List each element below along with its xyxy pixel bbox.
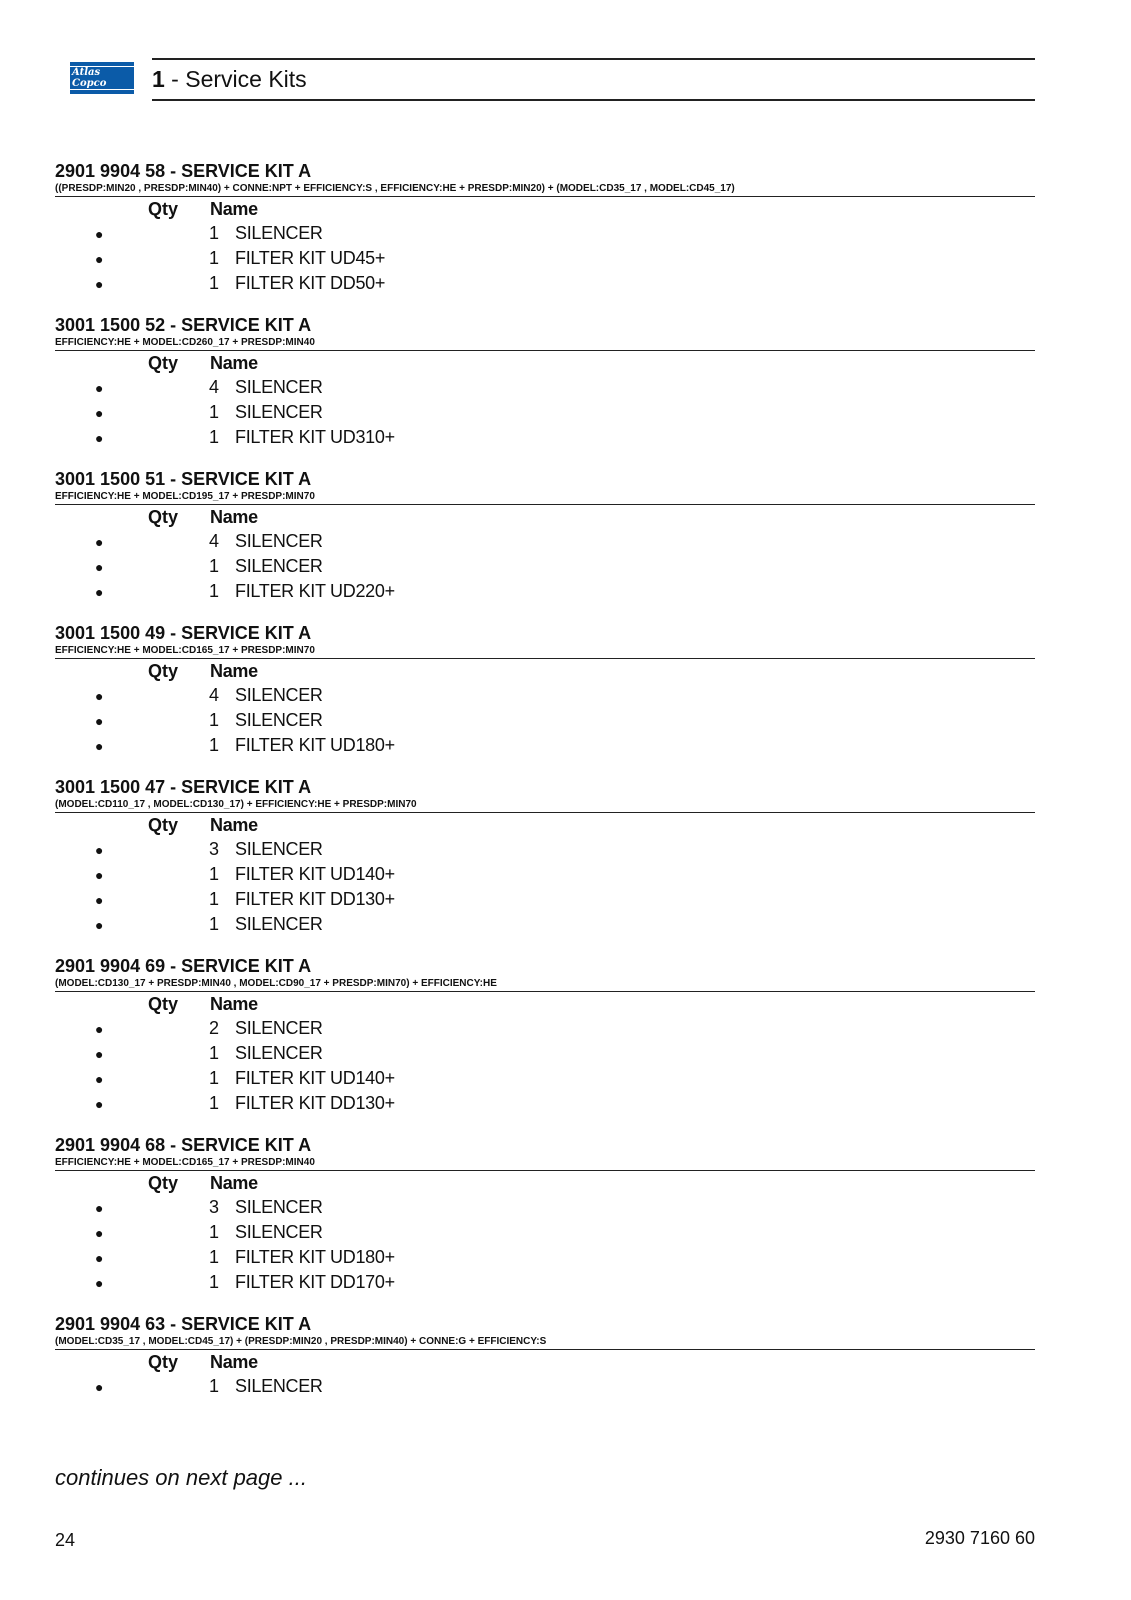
item-name: SILENCER [235,402,323,422]
kit-title: 2901 9904 63 - SERVICE KIT A [55,1314,312,1334]
kit-condition: EFFICIENCY:HE + MODEL:CD165_17 + PRESDP:MIN40 [55,1156,1035,1171]
bullet-icon: ● [95,866,104,883]
bullet-icon: ● [95,737,104,754]
item-qty: 1 [208,223,219,243]
name-header: Name [210,1172,258,1193]
item-qty: 2 [208,1018,219,1038]
kit-title: 3001 1500 52 - SERVICE KIT A [55,315,312,335]
item-name: FILTER KIT UD310+ [235,427,395,447]
item-qty: 1 [208,273,219,293]
section-title-text: - Service Kits [164,66,307,92]
bullet-icon: ● [95,1045,104,1062]
table-row [55,529,1035,554]
bullet-icon: ● [95,533,104,550]
item-name: FILTER KIT UD45+ [235,248,386,268]
bullet-icon: ● [95,841,104,858]
table-row [55,1041,1035,1066]
table-row [55,246,1035,271]
kit-condition: (MODEL:CD130_17 + PRESDP:MIN40 , MODEL:CD90_17 + PRESDP:MIN70) + EFFICIENCY:HE [55,977,1035,992]
table-row [55,221,1035,246]
bullet-icon: ● [95,1199,104,1216]
name-header: Name [210,352,258,373]
kit-condition: EFFICIENCY:HE + MODEL:CD260_17 + PRESDP:MIN40 [55,336,1035,351]
item-qty: 3 [208,839,219,859]
item-qty: 1 [208,889,219,909]
bullet-icon: ● [95,1224,104,1241]
table-header-row [55,351,1035,375]
item-qty: 1 [208,556,219,576]
item-name: FILTER KIT UD140+ [235,1068,395,1088]
item-qty: 3 [208,1197,219,1217]
kit-title: 3001 1500 47 - SERVICE KIT A [55,777,312,797]
item-name: FILTER KIT DD130+ [235,1093,395,1113]
item-name: SILENCER [235,710,323,730]
service-kit [55,314,1035,450]
table-header-row [55,1171,1035,1195]
bullet-icon: ● [95,1274,104,1291]
table-row [55,708,1035,733]
kit-title: 3001 1500 49 - SERVICE KIT A [55,623,312,643]
item-qty: 1 [208,735,219,755]
qty-header: Qty [148,1351,179,1372]
table-header-row [55,813,1035,837]
table-row [55,375,1035,400]
table-row [55,912,1035,937]
item-name: FILTER KIT DD130+ [235,889,395,909]
document-number: 2930 7160 60 [924,1528,1035,1548]
item-name: FILTER KIT UD180+ [235,1247,395,1267]
bullet-icon: ● [95,1020,104,1037]
item-name: FILTER KIT UD180+ [235,735,395,755]
item-name: SILENCER [235,1197,323,1217]
name-header: Name [210,1351,258,1372]
item-name: FILTER KIT DD50+ [235,273,386,293]
table-row [55,1016,1035,1041]
item-qty: 1 [208,710,219,730]
service-kit [55,776,1035,937]
table-header-row [55,197,1035,221]
item-qty: 1 [208,1376,219,1396]
header-rule-top [152,58,1035,60]
table-row [55,400,1035,425]
service-kit [55,1134,1035,1295]
table-row [55,887,1035,912]
name-header: Name [210,993,258,1014]
item-qty: 1 [208,864,219,884]
kit-title: 3001 1500 51 - SERVICE KIT A [55,469,312,489]
kit-condition: (MODEL:CD35_17 , MODEL:CD45_17) + (PRESDP:MIN20 , PRESDP:MIN40) + CONNE:G + EFFICIENCY:S [55,1335,1035,1350]
qty-header: Qty [148,352,179,373]
table-row [55,579,1035,604]
table-header-row [55,992,1035,1016]
name-header: Name [210,198,258,219]
item-qty: 1 [208,1093,219,1113]
qty-header: Qty [148,506,179,527]
item-qty: 1 [208,1043,219,1063]
bullet-icon: ● [95,275,104,292]
bullet-icon: ● [95,1095,104,1112]
bullet-icon: ● [95,250,104,267]
item-name: SILENCER [235,685,323,705]
bullet-icon: ● [95,429,104,446]
table-row [55,271,1035,296]
qty-header: Qty [148,198,179,219]
kit-title: 2901 9904 68 - SERVICE KIT A [55,1135,312,1155]
table-row [55,1195,1035,1220]
table-row [55,1270,1035,1295]
item-qty: 1 [208,581,219,601]
item-name: SILENCER [235,1376,323,1396]
table-row [55,425,1035,450]
item-name: SILENCER [235,914,323,934]
kit-condition: (MODEL:CD110_17 , MODEL:CD130_17) + EFFICIENCY:HE + PRESDP:MIN70 [55,798,1035,813]
table-row [55,683,1035,708]
item-qty: 1 [208,402,219,422]
item-qty: 4 [208,377,219,397]
table-row [55,733,1035,758]
item-name: SILENCER [235,531,323,551]
kit-condition: EFFICIENCY:HE + MODEL:CD195_17 + PRESDP:MIN70 [55,490,1035,505]
bullet-icon: ● [95,404,104,421]
item-name: SILENCER [235,1018,323,1038]
page-header [70,58,1035,102]
qty-header: Qty [148,814,179,835]
qty-header: Qty [148,1172,179,1193]
item-name: SILENCER [235,223,323,243]
continues-note: continues on next page ... [55,1465,307,1490]
page-number: 24 [55,1530,76,1550]
name-header: Name [210,814,258,835]
table-row [55,1374,1035,1399]
item-name: FILTER KIT UD220+ [235,581,395,601]
item-qty: 1 [208,1272,219,1292]
bullet-icon: ● [95,687,104,704]
item-name: SILENCER [235,556,323,576]
bullet-icon: ● [95,1249,104,1266]
table-row [55,862,1035,887]
table-row [55,554,1035,579]
item-qty: 1 [208,1068,219,1088]
table-row [55,1220,1035,1245]
table-row [55,1066,1035,1091]
atlas-copco-logo: Atlas Copco [70,62,134,94]
bullet-icon: ● [95,583,104,600]
header-rule-bottom [152,99,1035,101]
kit-condition: EFFICIENCY:HE + MODEL:CD165_17 + PRESDP:MIN70 [55,644,1035,659]
item-qty: 1 [208,1247,219,1267]
kit-title: 2901 9904 69 - SERVICE KIT A [55,956,312,976]
kit-title: 2901 9904 58 - SERVICE KIT A [55,161,312,181]
item-name: SILENCER [235,839,323,859]
table-row [55,1091,1035,1116]
name-header: Name [210,506,258,527]
bullet-icon: ● [95,1070,104,1087]
table-header-row [55,1350,1035,1374]
qty-header: Qty [148,660,179,681]
item-name: FILTER KIT UD140+ [235,864,395,884]
item-name: FILTER KIT DD170+ [235,1272,395,1292]
table-row [55,837,1035,862]
section-number: 1 [152,66,165,92]
table-header-row [55,659,1035,683]
kit-condition: ((PRESDP:MIN20 , PRESDP:MIN40) + CONNE:NPT + EFFICIENCY:S , EFFICIENCY:HE + PRESDP:MIN20) + (MODEL:CD35_17 , MODEL:CD45_17) [55,182,1035,197]
service-kit [55,468,1035,604]
item-name: SILENCER [235,1043,323,1063]
service-kits-list [55,160,1035,1417]
bullet-icon: ● [95,891,104,908]
bullet-icon: ● [95,916,104,933]
qty-header: Qty [148,993,179,1014]
bullet-icon: ● [95,225,104,242]
item-qty: 4 [208,531,219,551]
bullet-icon: ● [95,712,104,729]
bullet-icon: ● [95,1378,104,1395]
section-title [152,66,307,93]
table-row [55,1245,1035,1270]
item-qty: 1 [208,1222,219,1242]
service-kit [55,955,1035,1116]
item-name: SILENCER [235,377,323,397]
item-qty: 1 [208,248,219,268]
item-qty: 1 [208,914,219,934]
bullet-icon: ● [95,558,104,575]
service-kit [55,160,1035,296]
item-qty: 4 [208,685,219,705]
bullet-icon: ● [95,379,104,396]
service-kit [55,622,1035,758]
service-kit [55,1313,1035,1399]
item-qty: 1 [208,427,219,447]
name-header: Name [210,660,258,681]
table-header-row [55,505,1035,529]
item-name: SILENCER [235,1222,323,1242]
